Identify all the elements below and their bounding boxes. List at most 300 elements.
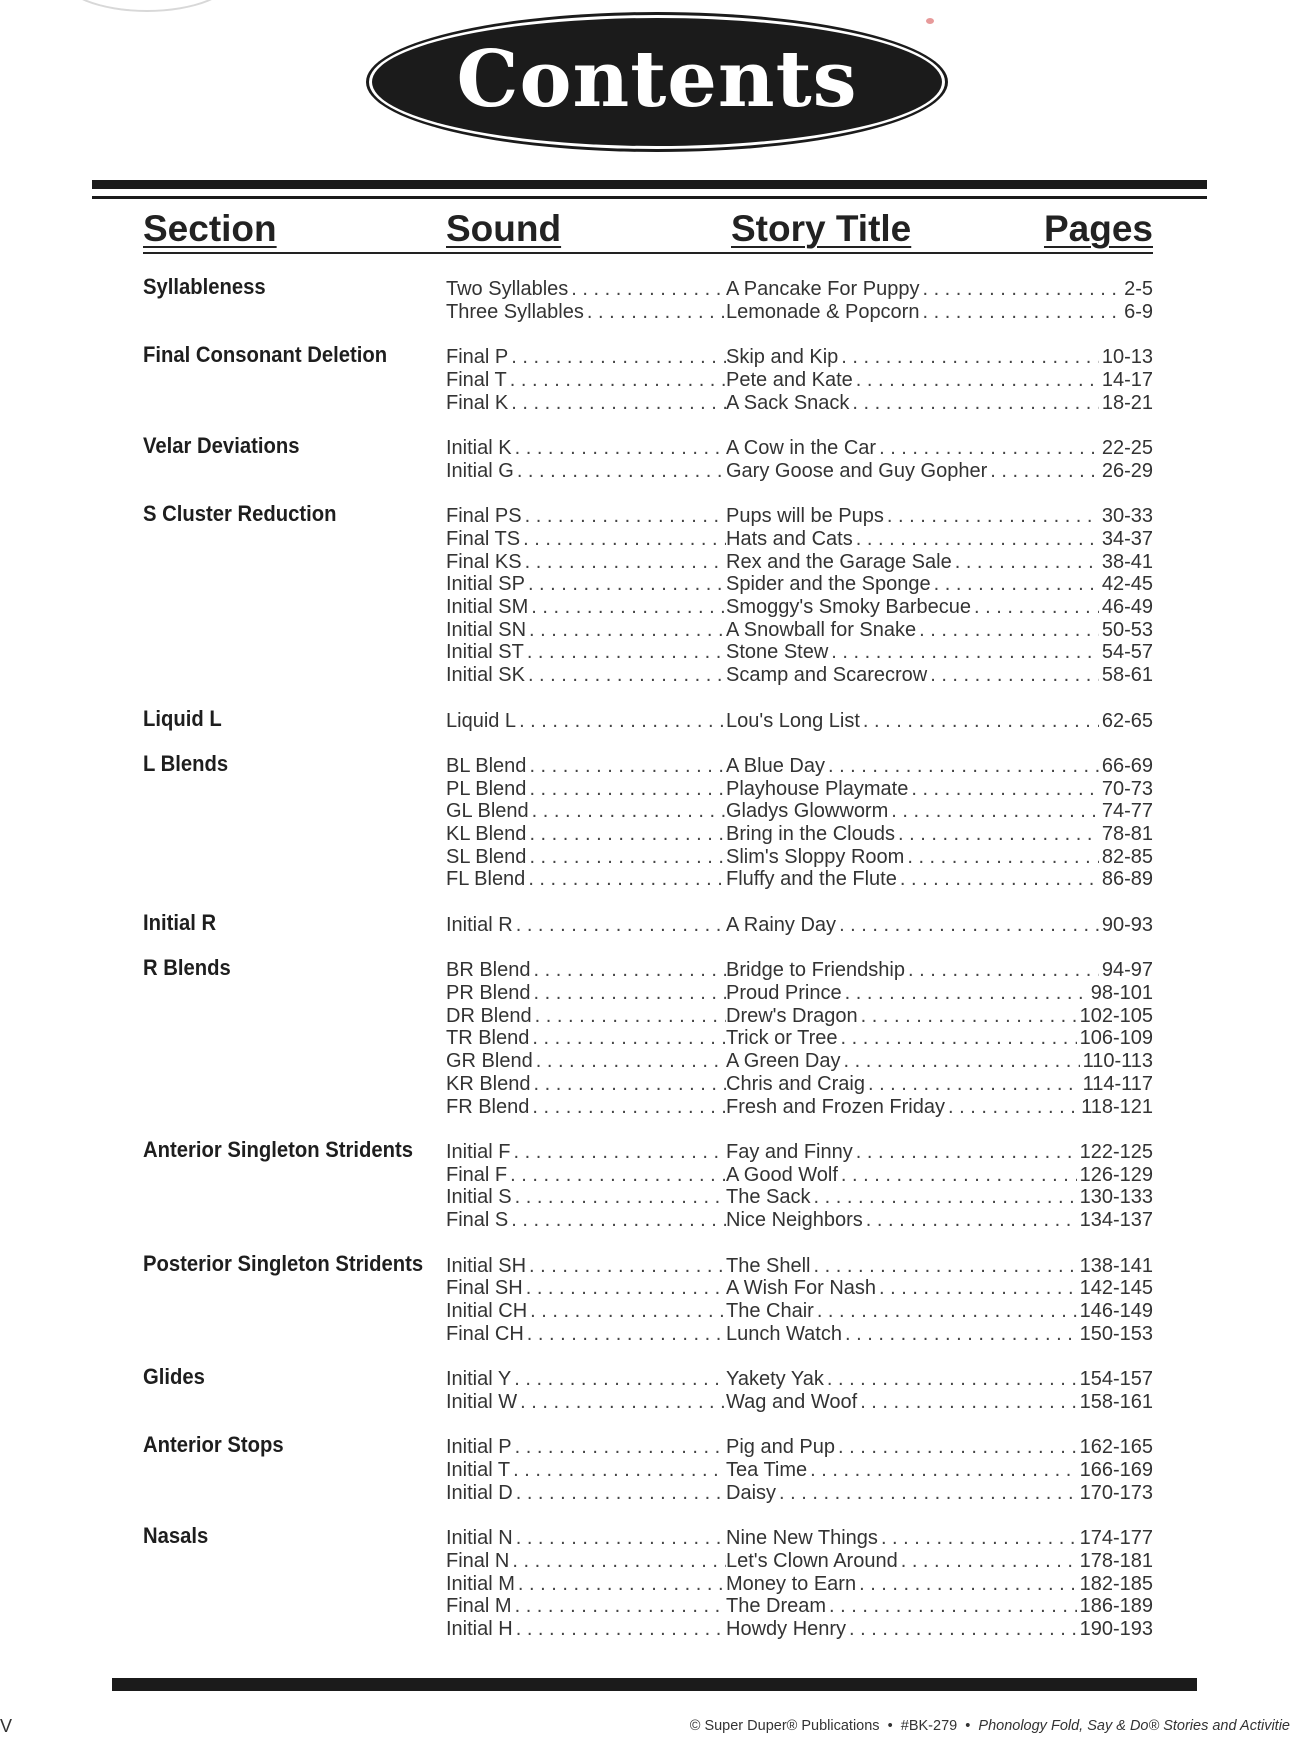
entry-story-title: Daisy: [726, 1482, 779, 1505]
entry-title-cell: [726, 1573, 1153, 1596]
entry-sound: Initial N: [446, 1527, 516, 1550]
entry-story-title: Slim's Sloppy Room: [726, 846, 907, 869]
entry-sound: FL Blend: [446, 868, 528, 891]
toc-group: [143, 433, 1153, 482]
dot-leader: [529, 846, 726, 869]
entry-story-title: Lunch Watch: [726, 1323, 845, 1346]
entry-story-title: Howdy Henry: [726, 1618, 849, 1641]
dot-leader: [955, 551, 1099, 574]
entry-pages: 166-169: [1077, 1459, 1153, 1482]
entry-pages: 142-145: [1077, 1277, 1153, 1300]
dot-leader: [528, 664, 726, 687]
entry-title-cell: [726, 778, 1153, 801]
entry-story-title: A Wish For Nash: [726, 1277, 879, 1300]
entry-sound: PL Blend: [446, 778, 529, 801]
entry-title-cell: [726, 710, 1153, 733]
entry-story-title: Nice Neighbors: [726, 1209, 866, 1232]
dot-leader: [922, 301, 1121, 324]
entry-pages: 14-17: [1099, 369, 1153, 392]
entry-sound: Three Syllables: [446, 301, 587, 324]
ink-speck: [926, 18, 934, 24]
entry-pages: 50-53: [1099, 619, 1153, 642]
entry-sound-cell: [446, 1482, 726, 1505]
entry-story-title: Let's Clown Around: [726, 1550, 901, 1573]
entry-story-title: Drew's Dragon: [726, 1005, 861, 1028]
entry-sound-cell: [446, 1209, 726, 1232]
entry-pages: 18-21: [1099, 392, 1153, 415]
entry-story-title: Money to Earn: [726, 1573, 859, 1596]
entry-pages: 62-65: [1099, 710, 1153, 733]
entry-sound: Initial D: [446, 1482, 516, 1505]
section-name: Nasals: [143, 1523, 209, 1549]
dot-leader: [919, 619, 1099, 642]
entry-pages: 102-105: [1077, 1005, 1153, 1028]
entry-story-title: Fay and Finny: [726, 1141, 856, 1164]
toc-group: [143, 1432, 1153, 1504]
entry-pages: 90-93: [1099, 914, 1153, 937]
toc-entry: [143, 823, 1153, 846]
entry-sound-cell: [446, 573, 726, 596]
dot-leader: [930, 664, 1099, 687]
toc-group: [143, 274, 1153, 323]
toc-entry: [143, 868, 1153, 891]
dot-leader: [879, 1277, 1077, 1300]
entry-sound-cell: [446, 664, 726, 687]
toc-group: [143, 342, 1153, 414]
entry-sound-cell: [446, 392, 726, 415]
toc-entry: [143, 1573, 1153, 1596]
entry-pages: 82-85: [1099, 846, 1153, 869]
entry-pages: 2-5: [1121, 278, 1153, 301]
entry-sound: Initial SP: [446, 573, 528, 596]
entry-title-cell: [726, 437, 1153, 460]
entry-title-cell: [726, 528, 1153, 551]
entry-sound: Initial P: [446, 1436, 515, 1459]
entry-story-title: Bring in the Clouds: [726, 823, 898, 846]
dot-leader: [517, 460, 726, 483]
dot-leader: [852, 392, 1098, 415]
entry-sound: Final M: [446, 1595, 515, 1618]
top-rule-thick: [92, 180, 1207, 189]
entry-story-title: Pups will be Pups: [726, 505, 887, 528]
entry-title-cell: [726, 460, 1153, 483]
entry-sound: Initial SK: [446, 664, 528, 687]
entry-sound: Final T: [446, 369, 510, 392]
entry-sound-cell: [446, 982, 726, 1005]
dot-leader: [841, 346, 1099, 369]
toc-group: [143, 1523, 1153, 1640]
entry-sound: Final K: [446, 392, 511, 415]
entry-title-cell: [726, 1277, 1153, 1300]
toc-group: [143, 501, 1153, 687]
page-corner-arc: [60, 0, 234, 12]
entry-title-cell: [726, 800, 1153, 823]
toc-entry: [143, 1618, 1153, 1641]
dot-leader: [530, 1300, 726, 1323]
entry-sound: KL Blend: [446, 823, 529, 846]
dot-leader: [535, 1005, 726, 1028]
entry-sound-cell: [446, 778, 726, 801]
dot-leader: [510, 1164, 726, 1187]
entry-story-title: A Snowball for Snake: [726, 619, 919, 642]
title-banner: [372, 18, 942, 146]
entry-story-title: Wag and Woof: [726, 1391, 860, 1414]
entry-sound: Initial W: [446, 1391, 520, 1414]
entry-sound: Initial CH: [446, 1300, 530, 1323]
toc-entry: [143, 664, 1153, 687]
dot-leader: [529, 823, 726, 846]
entry-story-title: Nine New Things: [726, 1527, 881, 1550]
dot-leader: [900, 868, 1099, 891]
dot-leader: [922, 278, 1121, 301]
entry-sound: Initial K: [446, 437, 515, 460]
dot-leader: [901, 1550, 1077, 1573]
entry-title-cell: [726, 1255, 1153, 1278]
entry-sound: Final N: [446, 1550, 512, 1573]
dot-leader: [860, 1391, 1076, 1414]
entry-story-title: Fluffy and the Flute: [726, 868, 900, 891]
entry-sound-cell: [446, 710, 726, 733]
entry-sound: BR Blend: [446, 959, 534, 982]
entry-title-cell: [726, 619, 1153, 642]
entry-title-cell: [726, 369, 1153, 392]
dot-leader: [879, 437, 1099, 460]
entry-sound-cell: [446, 596, 726, 619]
footer-book-title: Phonology Fold, Say & Do® Stories and Activitie: [978, 1718, 1290, 1734]
entry-pages: 70-73: [1099, 778, 1153, 801]
entry-sound-cell: [446, 1573, 726, 1596]
entry-title-cell: [726, 1073, 1153, 1096]
dot-leader: [841, 1027, 1077, 1050]
entry-sound-cell: [446, 278, 726, 301]
entry-story-title: Pete and Kate: [726, 369, 856, 392]
entry-story-title: Trick or Tree: [726, 1027, 841, 1050]
dot-leader: [523, 528, 726, 551]
bottom-rule: [112, 1678, 1197, 1691]
entry-sound: Final TS: [446, 528, 523, 551]
entry-pages: 150-153: [1077, 1323, 1153, 1346]
dot-leader: [513, 1141, 726, 1164]
toc-entry: [143, 1550, 1153, 1573]
toc-group: [143, 705, 1153, 733]
entry-sound-cell: [446, 505, 726, 528]
entry-sound: Liquid L: [446, 710, 519, 733]
entry-sound: Initial SH: [446, 1255, 529, 1278]
entry-story-title: Scamp and Scarecrow: [726, 664, 930, 687]
dot-leader: [511, 392, 726, 415]
entry-title-cell: [726, 664, 1153, 687]
dot-leader: [856, 1141, 1077, 1164]
toc-group: [143, 1137, 1153, 1232]
dot-leader: [934, 573, 1099, 596]
dot-leader: [861, 1005, 1077, 1028]
entry-sound: Initial R: [446, 914, 516, 937]
entry-sound: Two Syllables: [446, 278, 571, 301]
entry-sound-cell: [446, 641, 726, 664]
entry-pages: 178-181: [1077, 1550, 1153, 1573]
entry-story-title: Pig and Pup: [726, 1436, 838, 1459]
entry-story-title: Skip and Kip: [726, 346, 841, 369]
entry-pages: 126-129: [1077, 1164, 1153, 1187]
toc-group: [143, 1364, 1153, 1413]
dot-leader: [527, 1323, 726, 1346]
section-name: R Blends: [143, 955, 231, 981]
entry-sound: Initial M: [446, 1573, 518, 1596]
entry-pages: 134-137: [1077, 1209, 1153, 1232]
toc-entry: [143, 551, 1153, 574]
entry-story-title: Lou's Long List: [726, 710, 863, 733]
entry-sound: Initial S: [446, 1186, 515, 1209]
entry-sound-cell: [446, 1323, 726, 1346]
entry-title-cell: [726, 1323, 1153, 1346]
entry-title-cell: [726, 573, 1153, 596]
entry-story-title: Stone Stew: [726, 641, 831, 664]
entry-sound-cell: [446, 1459, 726, 1482]
dot-leader: [513, 1459, 726, 1482]
entry-sound-cell: [446, 1368, 726, 1391]
entry-pages: 130-133: [1077, 1186, 1153, 1209]
section-name: Syllableness: [143, 274, 266, 299]
entry-story-title: The Shell: [726, 1255, 814, 1278]
dot-leader: [838, 1436, 1077, 1459]
entry-pages: 38-41: [1099, 551, 1153, 574]
entry-story-title: Fresh and Frozen Friday: [726, 1096, 948, 1119]
footer-code: #BK-279: [900, 1718, 958, 1734]
section-name: L Blends: [143, 750, 229, 776]
dot-leader: [534, 1073, 727, 1096]
entry-pages: 78-81: [1099, 823, 1153, 846]
footer-publisher: © Super Duper® Publications: [689, 1718, 880, 1734]
entry-sound-cell: [446, 1005, 726, 1028]
entry-sound: Final PS: [446, 505, 525, 528]
entry-title-cell: [726, 914, 1153, 937]
entry-sound-cell: [446, 551, 726, 574]
entry-story-title: Hats and Cats: [726, 528, 856, 551]
dot-leader: [990, 460, 1099, 483]
dot-leader: [844, 1050, 1080, 1073]
toc-entry: [143, 619, 1153, 642]
entry-title-cell: [726, 1459, 1153, 1482]
dot-leader: [518, 1573, 726, 1596]
entry-pages: 94-97: [1099, 959, 1153, 982]
entry-sound: Initial F: [446, 1141, 513, 1164]
header-section: Section: [143, 208, 277, 249]
entry-sound: TR Blend: [446, 1027, 532, 1050]
entry-title-cell: [726, 301, 1153, 324]
toc-entry: [143, 1050, 1153, 1073]
toc-entry: [143, 1300, 1153, 1323]
entry-sound-cell: [446, 1255, 726, 1278]
entry-pages: 162-165: [1077, 1436, 1153, 1459]
section-name: Final Consonant Deletion: [143, 342, 388, 368]
dot-leader: [817, 1300, 1077, 1323]
entry-sound-cell: [446, 1073, 726, 1096]
entry-sound-cell: [446, 1277, 726, 1300]
toc-entry: [143, 1482, 1153, 1505]
entry-pages: 106-109: [1077, 1027, 1153, 1050]
dot-leader: [863, 710, 1099, 733]
entry-title-cell: [726, 1391, 1153, 1414]
entry-title-cell: [726, 1550, 1153, 1573]
toc-entry: [143, 392, 1153, 415]
dot-leader: [532, 1096, 726, 1119]
dot-leader: [516, 914, 726, 937]
entry-story-title: Spider and the Sponge: [726, 573, 934, 596]
entry-title-cell: [726, 1005, 1153, 1028]
dot-leader: [908, 959, 1099, 982]
entry-sound: Final CH: [446, 1323, 527, 1346]
entry-sound-cell: [446, 346, 726, 369]
entry-pages: 170-173: [1077, 1482, 1153, 1505]
section-name: S Cluster Reduction: [143, 501, 337, 527]
entry-sound-cell: [446, 1595, 726, 1618]
dot-leader: [531, 596, 726, 619]
entry-sound: BL Blend: [446, 755, 529, 778]
toc-entry: [143, 1277, 1153, 1300]
dot-leader: [866, 1209, 1077, 1232]
dot-leader: [516, 1482, 726, 1505]
entry-story-title: A Blue Day: [726, 755, 828, 778]
toc-entry: [143, 1595, 1153, 1618]
dot-leader: [856, 528, 1099, 551]
entry-title-cell: [726, 1027, 1153, 1050]
toc-group: [143, 909, 1153, 937]
dot-leader: [831, 641, 1099, 664]
dot-leader: [891, 800, 1099, 823]
dot-leader: [856, 369, 1099, 392]
entry-story-title: Lemonade & Popcorn: [726, 301, 922, 324]
entry-title-cell: [726, 278, 1153, 301]
dot-leader: [948, 1096, 1078, 1119]
entry-pages: 118-121: [1078, 1096, 1153, 1119]
entry-story-title: Tea Time: [726, 1459, 810, 1482]
entry-sound-cell: [446, 1527, 726, 1550]
entry-title-cell: [726, 982, 1153, 1005]
dot-leader: [881, 1527, 1077, 1550]
dot-leader: [887, 505, 1099, 528]
entry-pages: 30-33: [1099, 505, 1153, 528]
entry-title-cell: [726, 641, 1153, 664]
dot-leader: [528, 573, 726, 596]
entry-title-cell: [726, 1368, 1153, 1391]
entry-sound: SL Blend: [446, 846, 529, 869]
dot-leader: [813, 1186, 1076, 1209]
dot-leader: [810, 1459, 1076, 1482]
entry-sound: Initial H: [446, 1618, 516, 1641]
entry-pages: 110-113: [1080, 1050, 1153, 1073]
dot-leader: [525, 551, 726, 574]
entry-title-cell: [726, 1096, 1153, 1119]
entry-story-title: Gary Goose and Guy Gopher: [726, 460, 990, 483]
toc-entry: [143, 641, 1153, 664]
toc-entry: [143, 1027, 1153, 1050]
dot-leader: [974, 596, 1099, 619]
entry-title-cell: [726, 1050, 1153, 1073]
toc-entry: [143, 1459, 1153, 1482]
section-name: Glides: [143, 1364, 205, 1390]
entry-sound: KR Blend: [446, 1073, 534, 1096]
section-name: Posterior Singleton Stridents: [143, 1250, 424, 1276]
entry-sound-cell: [446, 823, 726, 846]
entry-sound-cell: [446, 369, 726, 392]
dot-leader: [587, 301, 726, 324]
dot-leader: [868, 1073, 1080, 1096]
entry-story-title: A Sack Snack: [726, 392, 852, 415]
header-sound: Sound: [446, 208, 562, 249]
column-headers: [143, 208, 1153, 254]
entry-story-title: Chris and Craig: [726, 1073, 868, 1096]
dot-leader: [841, 1164, 1077, 1187]
footer: © Super Duper® Publications • #BK-279 • Phonology Fold, Say & Do® Stories and Activitie: [689, 1718, 1290, 1734]
entry-pages: 138-141: [1077, 1255, 1153, 1278]
toc-entry: [143, 846, 1153, 869]
section-name: Initial R: [143, 909, 217, 935]
entry-sound: GR Blend: [446, 1050, 536, 1073]
dot-leader: [512, 1550, 726, 1573]
toc-entry: [143, 800, 1153, 823]
toc-group: [143, 1250, 1153, 1346]
entry-sound-cell: [446, 1436, 726, 1459]
dot-leader: [515, 1436, 726, 1459]
dot-leader: [529, 1255, 726, 1278]
entry-pages: 22-25: [1099, 437, 1153, 460]
dot-leader: [571, 278, 726, 301]
dot-leader: [515, 1595, 726, 1618]
entry-pages: 190-193: [1077, 1618, 1153, 1641]
header-story-title: Story Title: [731, 208, 912, 249]
entry-sound-cell: [446, 1141, 726, 1164]
entry-pages: 122-125: [1077, 1141, 1153, 1164]
entry-title-cell: [726, 1141, 1153, 1164]
entry-pages: 158-161: [1077, 1391, 1153, 1414]
entry-sound-cell: [446, 755, 726, 778]
entry-story-title: Gladys Glowworm: [726, 800, 891, 823]
entry-title-cell: [726, 392, 1153, 415]
entry-sound: Final S: [446, 1209, 511, 1232]
dot-leader: [827, 1368, 1077, 1391]
entry-sound: Initial G: [446, 460, 517, 483]
entry-story-title: Rex and the Garage Sale: [726, 551, 955, 574]
entry-sound: Initial SN: [446, 619, 529, 642]
entry-pages: 58-61: [1099, 664, 1153, 687]
entry-pages: 6-9: [1121, 301, 1153, 324]
dot-leader: [529, 619, 726, 642]
entry-pages: 26-29: [1099, 460, 1153, 483]
entry-pages: 66-69: [1099, 755, 1153, 778]
entry-title-cell: [726, 346, 1153, 369]
entry-title-cell: [726, 1436, 1153, 1459]
entry-story-title: Playhouse Playmate: [726, 778, 911, 801]
dot-leader: [849, 1618, 1077, 1641]
entry-pages: 46-49: [1099, 596, 1153, 619]
dot-leader: [515, 1186, 726, 1209]
entry-title-cell: [726, 1209, 1153, 1232]
dot-leader: [814, 1255, 1077, 1278]
section-name: Velar Deviations: [143, 433, 300, 459]
toc-entry: [143, 1209, 1153, 1232]
dot-leader: [829, 1595, 1077, 1618]
entry-sound-cell: [446, 1550, 726, 1573]
entry-sound: DR Blend: [446, 1005, 535, 1028]
dot-leader: [859, 1573, 1077, 1596]
dot-leader: [520, 1391, 726, 1414]
entry-story-title: The Sack: [726, 1186, 813, 1209]
entry-pages: 114-117: [1080, 1073, 1153, 1096]
entry-title-cell: [726, 868, 1153, 891]
entry-title-cell: [726, 959, 1153, 982]
entry-pages: 182-185: [1077, 1573, 1153, 1596]
entry-pages: 146-149: [1077, 1300, 1153, 1323]
